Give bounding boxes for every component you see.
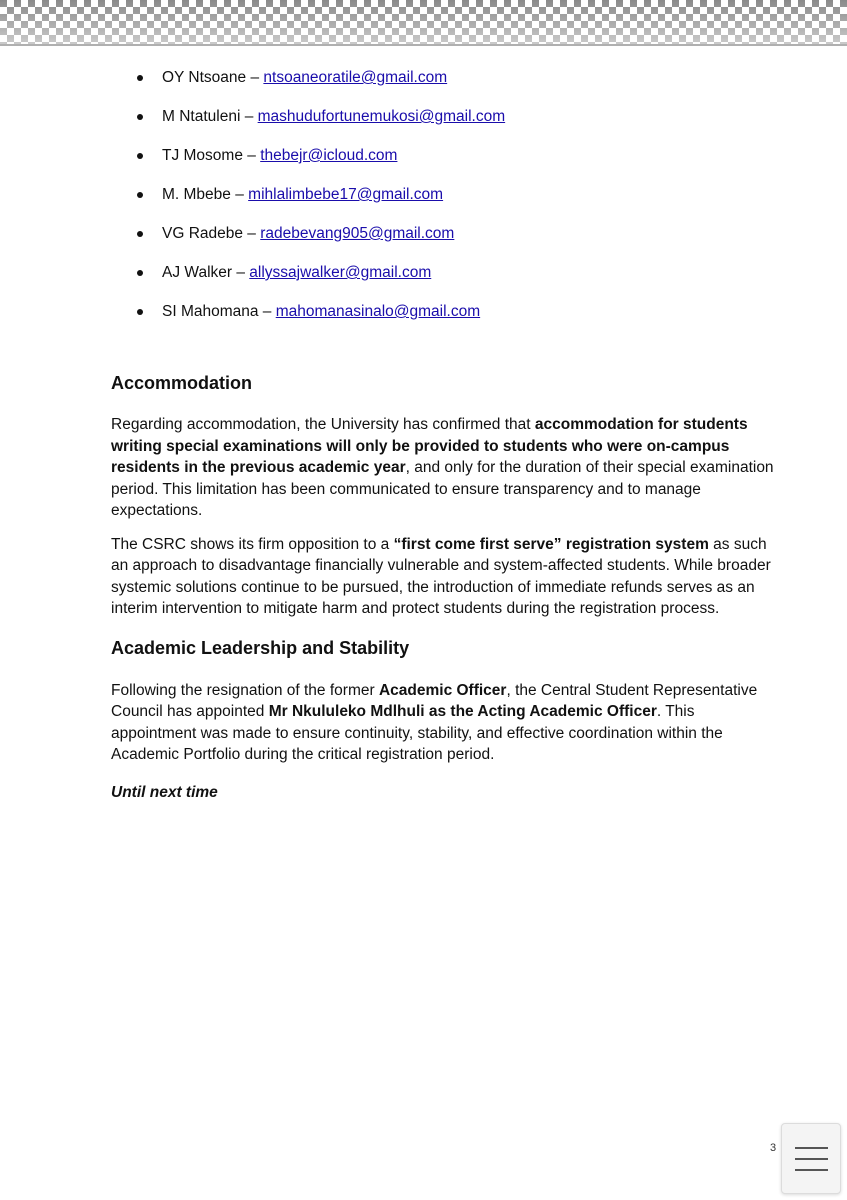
separator: –	[243, 225, 261, 242]
bullet-icon	[137, 231, 143, 237]
bullet-icon	[137, 114, 143, 120]
accommodation-paragraph-1: Regarding accommodation, the University has confirmed that accommodation for students writing special examinations will only be provided to students who were on-campus residents in the previous academic year, and only for the duration of their special examination period. This limitation has been communicated to ensure transparency and to manage expectations.	[111, 416, 774, 519]
contact-item	[111, 103, 783, 142]
separator: –	[232, 264, 250, 281]
contact-name: M Ntatuleni	[162, 108, 241, 125]
contact-email-link[interactable]: radebevang905@gmail.com	[260, 225, 455, 242]
accommodation-paragraph-2: The CSRC shows its firm opposition to a “first come first serve” registration system as such an approach to disadvantage financially vulnerable and system-affected students. While broader systemic solutions continue to be pursued, the introduction of immediate refunds serves as an interim intervention to mitigate harm and protect students during the registration process.	[111, 535, 771, 617]
contact-item	[111, 298, 783, 337]
menu-button[interactable]	[781, 1123, 841, 1194]
header-pattern	[0, 0, 847, 46]
contact-email-link[interactable]: mihlalimbebe17@gmail.com	[248, 186, 444, 203]
page-number: 3	[770, 1142, 777, 1154]
separator: –	[242, 147, 261, 164]
contact-email-link[interactable]: mashudufortunemukosi@gmail.com	[257, 108, 506, 125]
contact-item	[111, 220, 783, 259]
contact-name: OY Ntsoane	[162, 69, 247, 86]
academic-paragraph: Following the resignation of the former Academic Officer, the Central Student Representative Council has appointed Mr Nkululeko Mdlhuli as the Acting Academic Officer. This appointment was made to ensure continuity, stability, and effective coordination within the Academic Portfolio during the critical registration period.	[111, 681, 758, 763]
separator: –	[240, 108, 258, 125]
academic-heading: Academic Leadership and Stability	[111, 637, 410, 658]
contact-name: SI Mahomana	[162, 303, 259, 320]
contact-item	[111, 181, 783, 220]
contact-item	[111, 64, 783, 103]
separator: –	[258, 303, 276, 320]
accommodation-heading: Accommodation	[111, 373, 253, 393]
document-body	[111, 64, 783, 803]
separator: –	[230, 186, 249, 203]
contact-name: VG Radebe	[162, 225, 243, 242]
bullet-icon	[137, 270, 143, 276]
bullet-icon	[137, 153, 143, 159]
bullet-icon	[137, 309, 143, 315]
bullet-icon	[137, 192, 143, 198]
contact-email-link[interactable]: mahomanasinalo@gmail.com	[275, 303, 481, 320]
contact-email-link[interactable]: ntsoaneoratile@gmail.com	[263, 69, 448, 86]
contact-name: M. Mbebe	[162, 186, 231, 203]
contact-name: TJ Mosome	[162, 147, 243, 164]
contact-item	[111, 259, 783, 298]
contact-email-link[interactable]: allyssajwalker@gmail.com	[249, 264, 432, 281]
contact-list	[111, 64, 783, 337]
contact-email-link[interactable]: thebejr@icloud.com	[260, 147, 398, 164]
bullet-icon	[137, 75, 143, 81]
closing-line: Until next time	[111, 783, 218, 801]
contact-item	[111, 142, 783, 181]
contact-name: AJ Walker	[162, 264, 233, 281]
separator: –	[246, 69, 264, 86]
